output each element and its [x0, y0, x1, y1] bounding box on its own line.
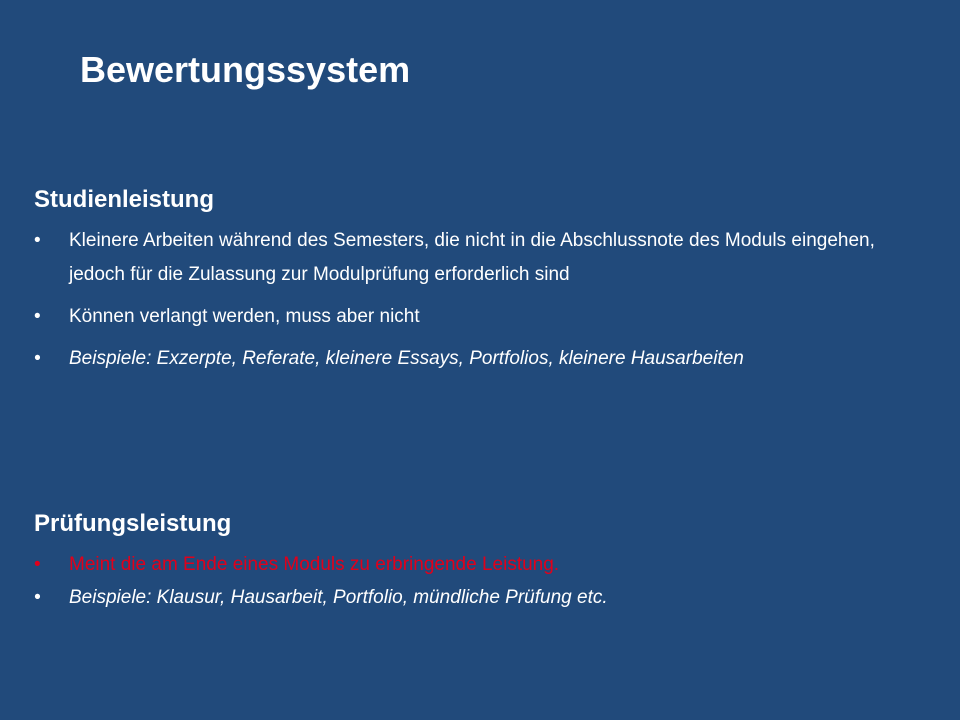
bullet-text: Beispiele: Exzerpte, Referate, kleinere Essays, Portfolios, kleinere Hausarbeiten [69, 348, 744, 369]
bullet-item [34, 224, 894, 292]
bullet-item [34, 581, 894, 614]
bullet-list [34, 548, 894, 614]
bullet-item [34, 300, 894, 334]
bullet-text: Können verlangt werden, muss aber nicht [69, 306, 420, 327]
bullet-icon: • [34, 348, 41, 369]
section-heading: Prüfungsleistung [34, 510, 232, 537]
bullet-item-highlight [34, 548, 894, 581]
bullet-icon: • [34, 554, 41, 575]
bullet-text: Kleinere Arbeiten während des Semesters, die nicht in die Abschlussnote des Moduls eingehen, jedoch für die Zulassung zur Modulprüfung erforderlich sind [69, 230, 875, 285]
section-heading: Studienleistung [34, 186, 214, 213]
bullet-icon: • [34, 587, 41, 608]
section-studienleistung [34, 182, 894, 384]
bullet-icon: • [34, 306, 41, 327]
section-pruefungsleistung [34, 506, 894, 614]
slide-title: Bewertungssystem [80, 49, 411, 90]
bullet-icon: • [34, 230, 41, 251]
bullet-item [34, 342, 894, 376]
bullet-text: Beispiele: Klausur, Hausarbeit, Portfolio, mündliche Prüfung etc. [69, 587, 608, 608]
bullet-list [34, 224, 894, 376]
bullet-text: Meint die am Ende eines Moduls zu erbringende Leistung. [69, 554, 560, 575]
